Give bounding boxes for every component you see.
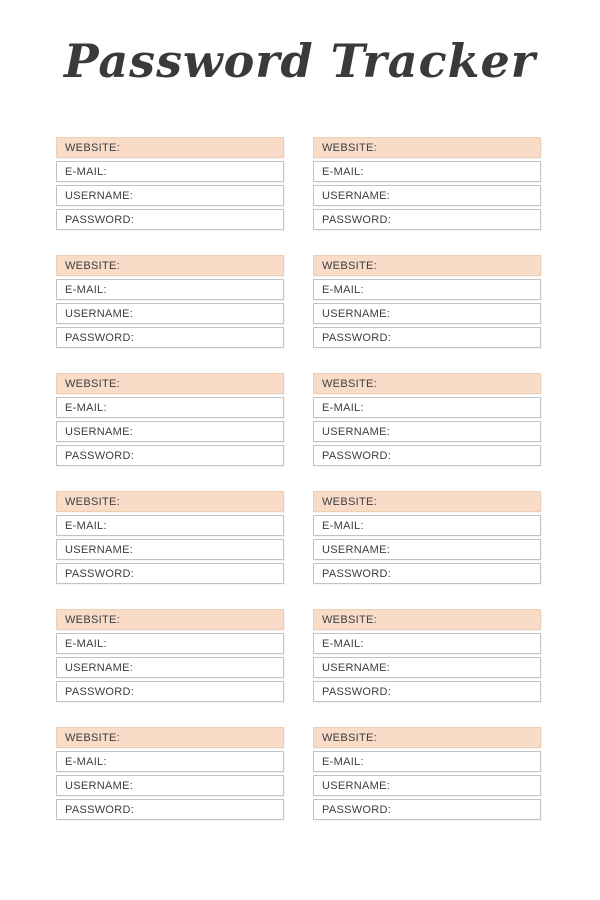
website-label: WEBSITE: [322,259,377,272]
username-label: USERNAME: [65,661,134,674]
password-field[interactable] [313,327,541,348]
username-label: USERNAME: [322,307,391,320]
password-entry-card [56,727,284,820]
website-field[interactable] [313,609,541,630]
website-label: WEBSITE: [65,731,120,744]
email-field[interactable] [313,751,541,772]
username-field[interactable] [313,303,541,324]
website-field[interactable] [56,137,284,158]
email-label: E-MAIL: [322,283,364,296]
password-label: PASSWORD: [65,567,135,580]
email-label: E-MAIL: [322,165,364,178]
username-label: USERNAME: [65,189,134,202]
password-value[interactable] [395,682,540,701]
website-value[interactable] [124,256,283,275]
password-label: PASSWORD: [322,685,392,698]
email-value[interactable] [368,280,540,299]
username-value[interactable] [137,186,283,205]
email-field[interactable] [313,161,541,182]
username-value[interactable] [137,422,283,441]
email-field[interactable] [56,515,284,536]
password-field[interactable] [313,681,541,702]
password-field[interactable] [313,209,541,230]
password-label: PASSWORD: [65,213,135,226]
website-field[interactable] [313,491,541,512]
website-label: WEBSITE: [322,141,377,154]
password-entry-card [56,491,284,584]
password-value[interactable] [138,446,283,465]
website-label: WEBSITE: [322,731,377,744]
email-value[interactable] [111,162,283,181]
email-field[interactable] [56,161,284,182]
email-field[interactable] [313,633,541,654]
username-field[interactable] [313,657,541,678]
password-value[interactable] [138,800,283,819]
email-label: E-MAIL: [65,401,107,414]
password-entry-card [313,137,541,230]
username-field[interactable] [313,185,541,206]
email-label: E-MAIL: [65,755,107,768]
password-label: PASSWORD: [65,449,135,462]
email-label: E-MAIL: [65,519,107,532]
username-value[interactable] [394,422,540,441]
website-field[interactable] [313,727,541,748]
username-label: USERNAME: [65,307,134,320]
username-value[interactable] [394,540,540,559]
website-field[interactable] [56,727,284,748]
password-entry-card [313,491,541,584]
website-label: WEBSITE: [322,495,377,508]
email-value[interactable] [368,634,540,653]
username-field[interactable] [56,421,284,442]
password-value[interactable] [138,682,283,701]
password-entry-card [56,137,284,230]
password-entry-card [56,609,284,702]
password-entry-card [313,373,541,466]
website-value[interactable] [124,138,283,157]
password-value[interactable] [395,446,540,465]
username-value[interactable] [137,658,283,677]
password-field[interactable] [313,563,541,584]
email-value[interactable] [368,162,540,181]
email-label: E-MAIL: [322,519,364,532]
email-label: E-MAIL: [322,637,364,650]
password-field[interactable] [56,563,284,584]
page-title: Password Tracker [64,34,536,88]
username-value[interactable] [137,776,283,795]
website-label: WEBSITE: [65,613,120,626]
username-label: USERNAME: [65,779,134,792]
website-field[interactable] [313,373,541,394]
password-label: PASSWORD: [65,685,135,698]
email-field[interactable] [56,397,284,418]
password-value[interactable] [138,328,283,347]
username-value[interactable] [394,186,540,205]
email-label: E-MAIL: [65,165,107,178]
email-field[interactable] [56,279,284,300]
password-label: PASSWORD: [322,213,392,226]
email-field[interactable] [313,279,541,300]
username-value[interactable] [394,658,540,677]
website-field[interactable] [56,609,284,630]
password-label: PASSWORD: [322,803,392,816]
password-field[interactable] [313,445,541,466]
password-value[interactable] [395,800,540,819]
password-field[interactable] [56,209,284,230]
website-field[interactable] [56,491,284,512]
username-field[interactable] [56,539,284,560]
website-value[interactable] [381,138,540,157]
password-value[interactable] [395,210,540,229]
password-entry-card [56,373,284,466]
email-field[interactable] [56,633,284,654]
website-field[interactable] [56,373,284,394]
email-value[interactable] [111,280,283,299]
username-value[interactable] [394,304,540,323]
username-value[interactable] [137,540,283,559]
username-field[interactable] [313,421,541,442]
website-value[interactable] [381,374,540,393]
email-value[interactable] [368,516,540,535]
email-field[interactable] [313,397,541,418]
email-value[interactable] [111,752,283,771]
website-label: WEBSITE: [322,613,377,626]
password-field[interactable] [56,445,284,466]
website-label: WEBSITE: [65,141,120,154]
password-label: PASSWORD: [322,567,392,580]
email-value[interactable] [111,516,283,535]
username-field[interactable] [313,539,541,560]
website-value[interactable] [381,728,540,747]
username-field[interactable] [313,775,541,796]
password-label: PASSWORD: [322,449,392,462]
website-label: WEBSITE: [322,377,377,390]
password-field[interactable] [56,681,284,702]
username-label: USERNAME: [322,425,391,438]
password-entry-card [313,255,541,348]
website-value[interactable] [381,492,540,511]
password-field[interactable] [313,799,541,820]
password-label: PASSWORD: [65,331,135,344]
password-value[interactable] [138,210,283,229]
username-label: USERNAME: [322,779,391,792]
password-entry-card [313,727,541,820]
username-field[interactable] [56,185,284,206]
password-entry-card [56,255,284,348]
username-field[interactable] [56,303,284,324]
website-field[interactable] [56,255,284,276]
email-value[interactable] [368,752,540,771]
email-field[interactable] [313,515,541,536]
username-label: USERNAME: [65,425,134,438]
email-value[interactable] [111,634,283,653]
password-field[interactable] [56,799,284,820]
password-value[interactable] [138,564,283,583]
website-value[interactable] [124,374,283,393]
website-label: WEBSITE: [65,377,120,390]
password-label: PASSWORD: [322,331,392,344]
password-label: PASSWORD: [65,803,135,816]
website-value[interactable] [124,492,283,511]
username-label: USERNAME: [322,189,391,202]
password-field[interactable] [56,327,284,348]
password-entry-card [313,609,541,702]
username-value[interactable] [137,304,283,323]
username-label: USERNAME: [65,543,134,556]
password-value[interactable] [395,564,540,583]
email-label: E-MAIL: [65,637,107,650]
website-value[interactable] [381,256,540,275]
website-label: WEBSITE: [65,259,120,272]
email-label: E-MAIL: [322,755,364,768]
username-field[interactable] [56,775,284,796]
email-label: E-MAIL: [65,283,107,296]
email-value[interactable] [111,398,283,417]
username-value[interactable] [394,776,540,795]
website-value[interactable] [124,610,283,629]
entries-grid [56,137,541,820]
password-value[interactable] [395,328,540,347]
website-value[interactable] [381,610,540,629]
website-field[interactable] [313,255,541,276]
website-value[interactable] [124,728,283,747]
website-label: WEBSITE: [65,495,120,508]
username-label: USERNAME: [322,661,391,674]
email-label: E-MAIL: [322,401,364,414]
email-field[interactable] [56,751,284,772]
website-field[interactable] [313,137,541,158]
email-value[interactable] [368,398,540,417]
username-field[interactable] [56,657,284,678]
username-label: USERNAME: [322,543,391,556]
